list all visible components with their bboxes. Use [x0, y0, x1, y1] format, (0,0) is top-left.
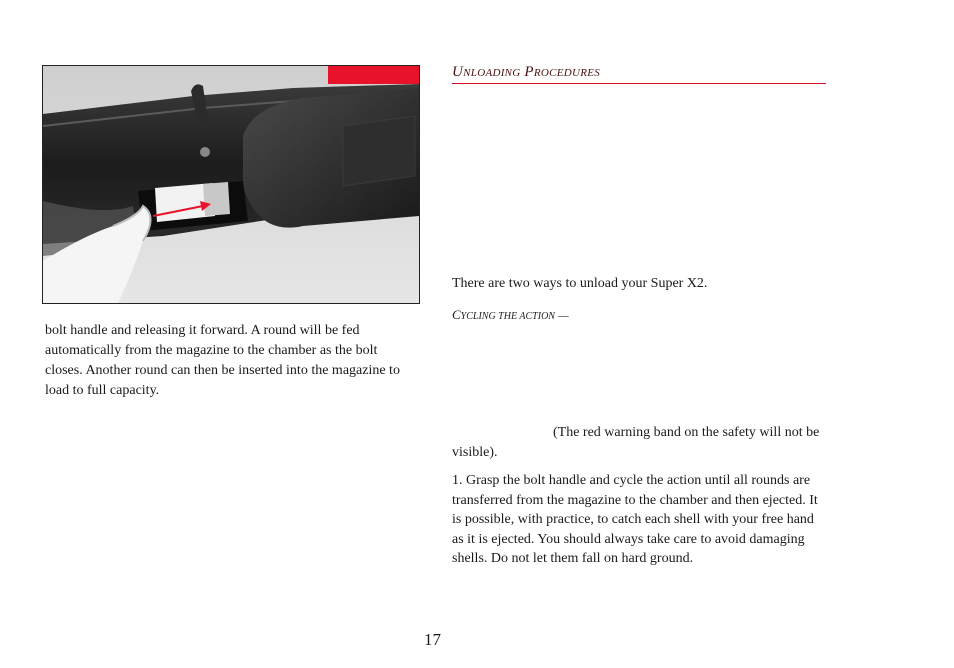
step-1-text: 1. Grasp the bolt handle and cycle the action until all rounds are transferred from the magazine to the chamber and then ejected. It is possible, with practice, to catch each shell with your free hand as it is ejected. You should always take care to avoid damaging shells. Do not let them fall on hard ground. — [452, 473, 818, 567]
warning-text: (The red warning band on the safety will not be visible). — [452, 425, 820, 460]
title-initial-p: P — [524, 64, 534, 80]
title-rest-1: NLOADING — [463, 67, 521, 79]
left-paragraph: bolt handle and releasing it forward. A round will be fed automatically from the magazine to the chamber as the bolt closes. Another round can then be inserted into the magazine to load to full capacity. — [45, 323, 400, 398]
subhead-initial: C — [452, 307, 461, 322]
subhead-cycling — [452, 307, 569, 323]
page-number: 17 — [424, 630, 441, 649]
title-rest-2: ROCEDURES — [533, 67, 601, 79]
shotgun-loading-photo — [42, 65, 420, 304]
subhead-dash: — — [557, 308, 569, 322]
section-title — [452, 64, 826, 84]
left-body-text — [45, 321, 417, 401]
title-initial-u: U — [452, 64, 464, 80]
intro-text: There are two ways to unload your Super X2. — [452, 276, 708, 291]
red-tab-marker — [328, 66, 419, 84]
subhead-rest: YCLING THE ACTION — [460, 311, 555, 322]
